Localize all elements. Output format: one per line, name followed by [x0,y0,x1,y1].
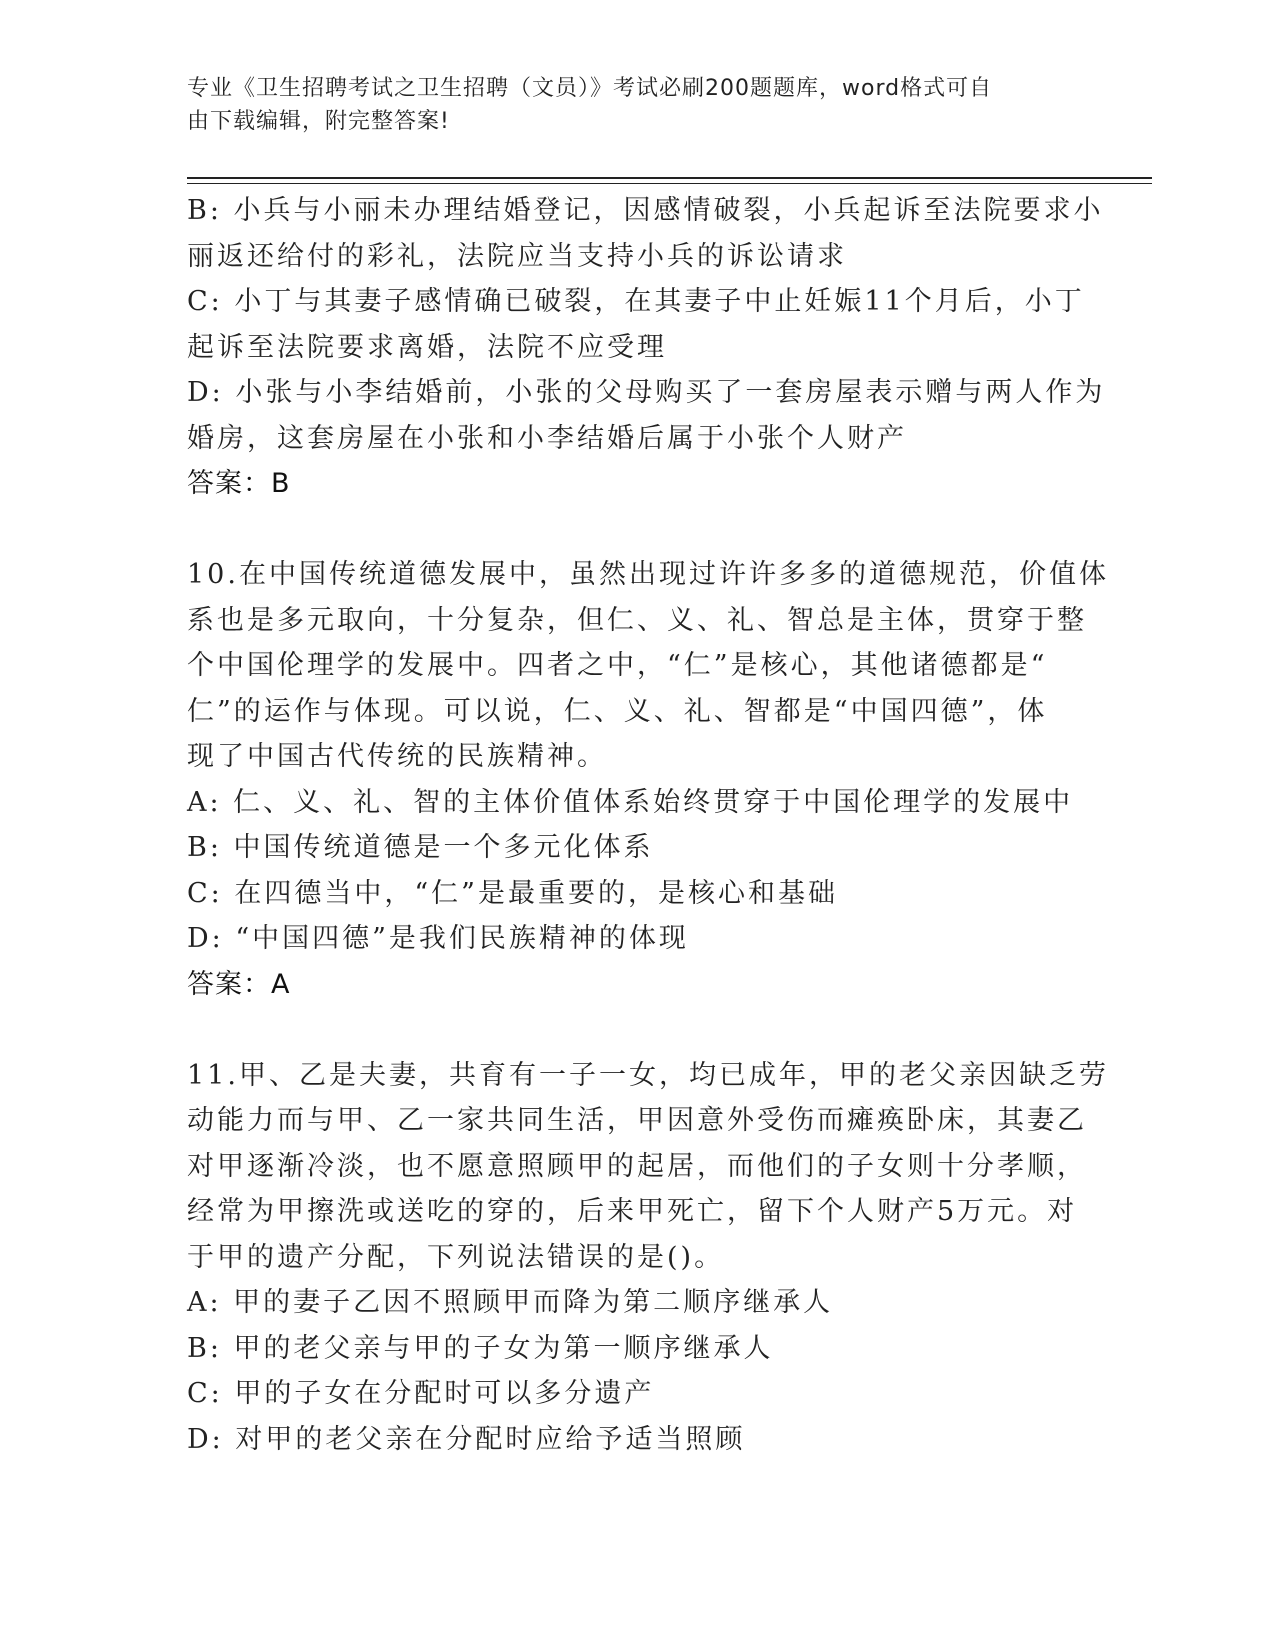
question-stem-line: 动能力而与甲、乙一家共同生活，甲因意外受伤而瘫痪卧床，其妻乙 [187,1105,1087,1136]
question-10 [187,552,1109,1007]
header-line-2: 由下载编辑，附完整答案! [187,109,450,134]
spacer [187,1007,1087,1053]
header-divider-thick [187,177,1152,179]
option-d: D: 对甲的老父亲在分配时应给予适当照顾 [187,1423,746,1455]
question-stem-line: 个中国伦理学的发展中。四者之中，“仁”是核心，其他诸德都是“ [187,650,1048,681]
document-body [187,188,1109,1462]
question-9 [187,188,1106,507]
option-b-line-1: B: 小兵与小丽未办理结婚登记，因感情破裂，小兵起诉至法院要求小 [187,195,1104,226]
question-stem-line: 11.甲、乙是夫妻，共育有一子一女，均已成年，甲的老父亲因缺乏劳 [187,1059,1109,1091]
option-d-line-2: 婚房，这套房屋在小张和小李结婚后属于小张个人财产 [187,422,907,454]
option-c-line-2: 起诉至法院要求离婚，法院不应受理 [187,331,667,363]
question-stem-line: 仁”的运作与体现。可以说，仁、义、礼、智都是“中国四德”，体 [187,695,1048,727]
spacer [187,507,1087,553]
question-11 [187,1053,1109,1463]
question-stem-line: 经常为甲擦洗或送吃的穿的，后来甲死亡，留下个人财产5万元。对 [187,1196,1078,1227]
header-divider-thin [187,183,1152,184]
option-b: B: 甲的老父亲与甲的子女为第一顺序继承人 [187,1332,774,1364]
option-c-line-1: C: 小丁与其妻子感情确已破裂，在其妻子中止妊娠11个月后，小丁 [187,286,1085,317]
option-b: B: 中国传统道德是一个多元化体系 [187,832,654,863]
question-stem-line: 系也是多元取向，十分复杂，但仁、义、礼、智总是主体，贯穿于整 [187,604,1087,636]
option-a: A: 仁、义、礼、智的主体价值体系始终贯穿于中国伦理学的发展中 [187,786,1074,818]
option-d-line-1: D: 小张与小李结婚前，小张的父母购买了一套房屋表示赠与两人作为 [187,377,1106,408]
option-c: C: 在四德当中，“仁”是最重要的，是核心和基础 [187,877,838,909]
option-c: C: 甲的子女在分配时可以多分遗产 [187,1378,655,1409]
question-stem-line: 10.在中国传统道德发展中，虽然出现过许许多多的道德规范，价值体 [187,559,1109,590]
option-b-line-2: 丽返还给付的彩礼，法院应当支持小兵的诉讼请求 [187,240,847,272]
document-header [187,72,1067,138]
question-stem-line: 于甲的遗产分配，下列说法错误的是()。 [187,1241,725,1273]
answer: 答案：A [187,968,291,1000]
option-a: A: 甲的妻子乙因不照顾甲而降为第二顺序继承人 [187,1287,834,1318]
answer: 答案：B [187,468,291,499]
option-d: D: “中国四德”是我们民族精神的体现 [187,923,689,954]
question-stem-line: 现了中国古代传统的民族精神。 [187,741,607,772]
header-line-1: 专业《卫生招聘考试之卫生招聘（文员）》考试必刷200题题库，word格式可自 [187,76,993,101]
question-stem-line: 对甲逐渐冷淡，也不愿意照顾甲的起居，而他们的子女则十分孝顺， [187,1150,1087,1182]
